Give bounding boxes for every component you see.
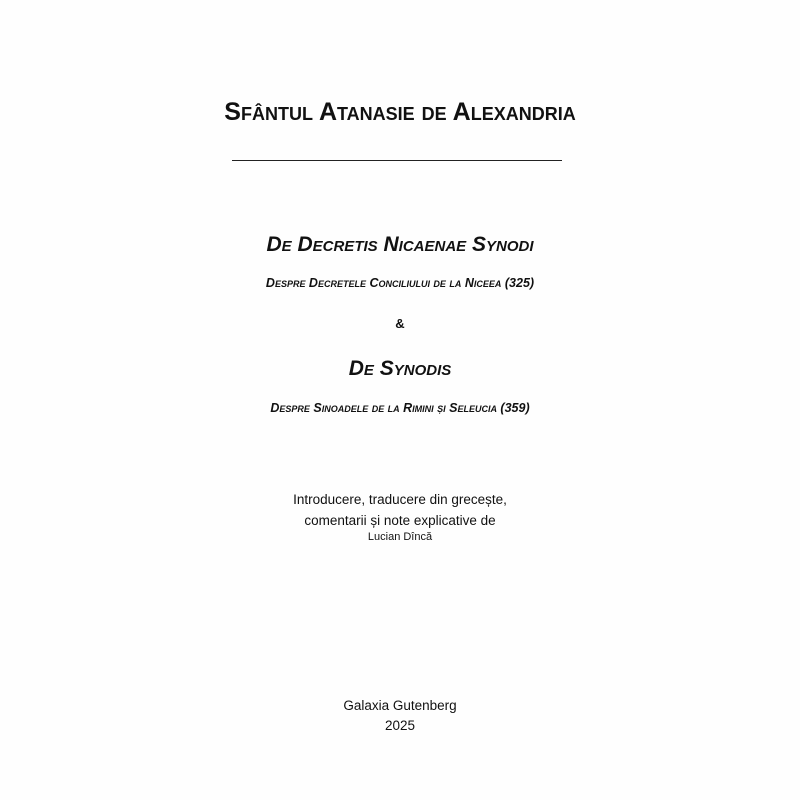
author-name: Sfântul Atanasie de Alexandria [224,98,576,126]
publication-year: 2025 [384,718,416,733]
translator-name: Lucian Dîncă [367,531,433,543]
publisher-name: Galaxia Gutenberg [343,698,457,713]
work-2-title: De Synodis [348,357,452,380]
ampersand-connector: & [395,316,405,331]
work-2-subtitle: Despre Sinoadele de la Rimini și Seleucia (359) [270,401,530,415]
credits-line-1: Introducere, traducere din grecește, [293,492,507,507]
credits-line-2: comentarii și note explicative de [304,513,496,528]
work-1-subtitle: Despre Decretele Conciliului de la Niceea (325) [265,276,535,290]
separator-rule [232,160,562,161]
work-1-title: De Decretis Nicaenae Synodi [266,233,534,256]
